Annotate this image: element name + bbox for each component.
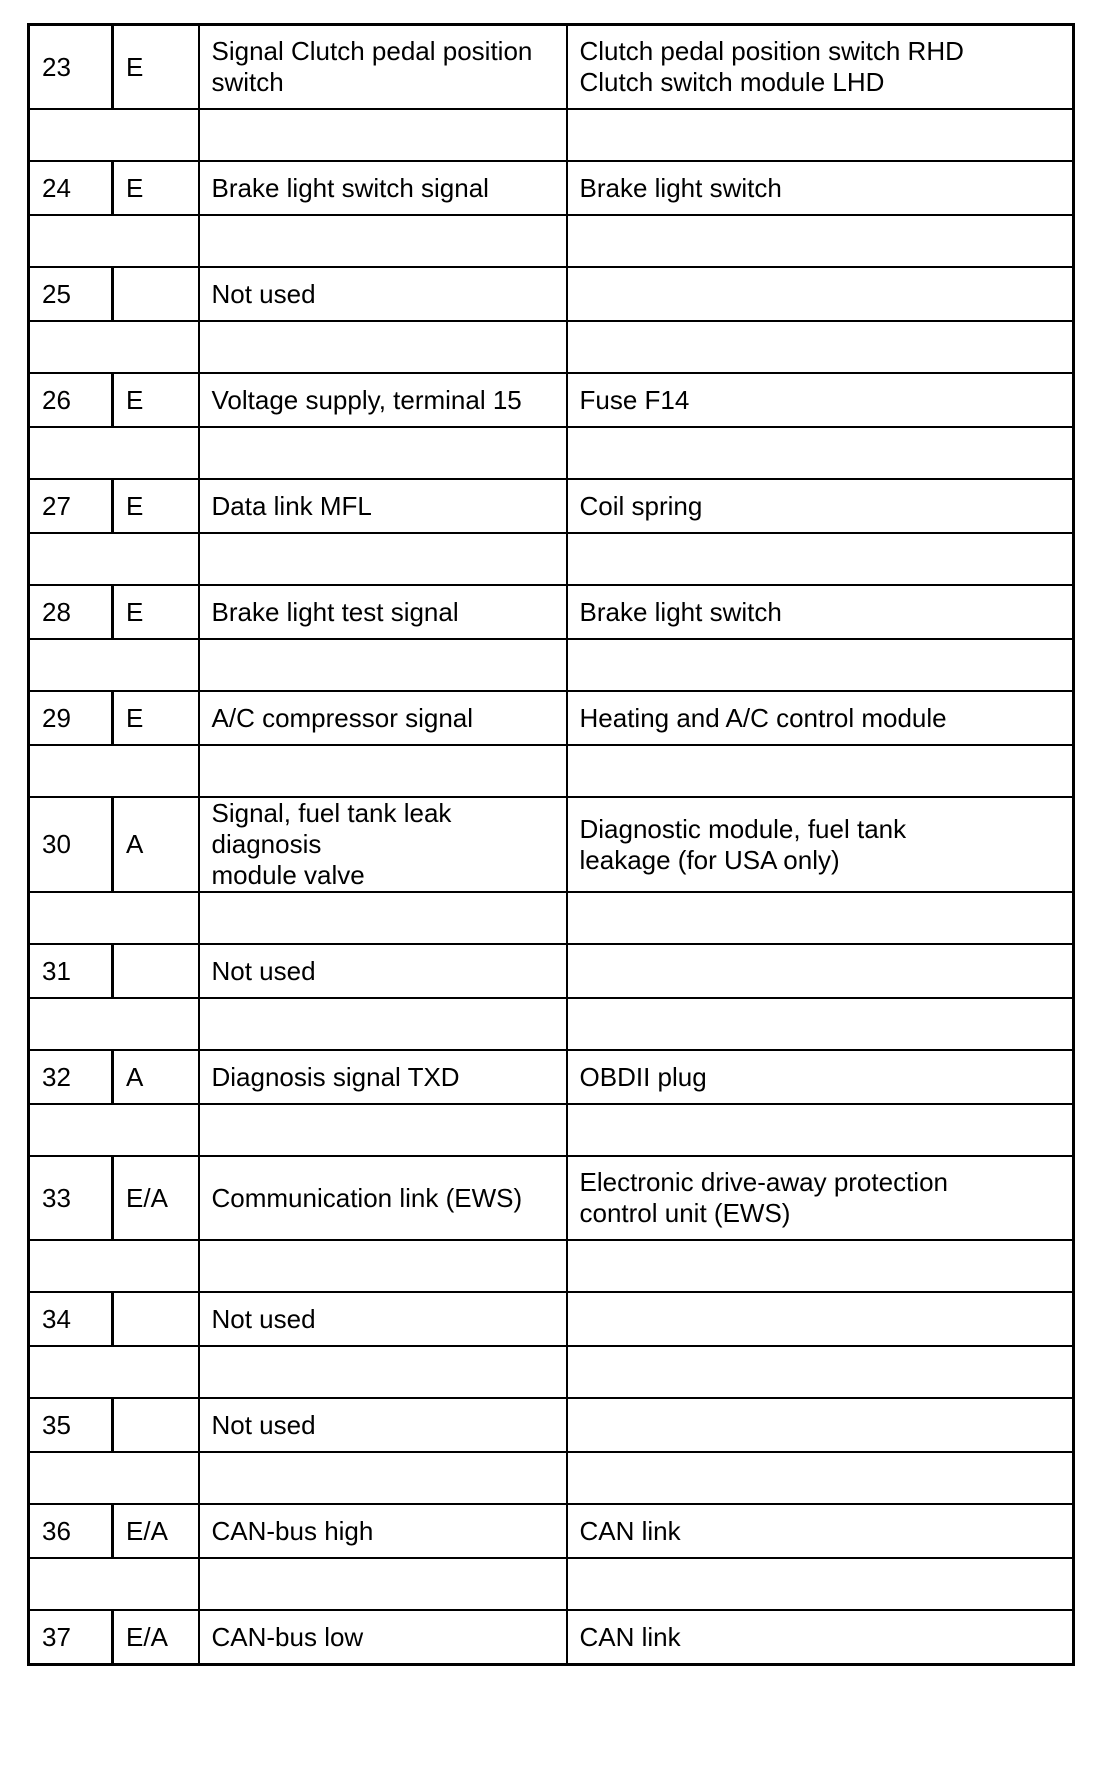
component-line: Heating and A/C control module: [579, 702, 947, 733]
table-row: [29, 1610, 1074, 1665]
signal-type-cell: E: [113, 25, 199, 110]
empty-cell: [29, 998, 199, 1050]
spacer-row: [29, 1104, 1074, 1156]
component-line: Clutch pedal position switch RHD: [579, 36, 964, 66]
spacer-row: [29, 109, 1074, 161]
empty-cell: [567, 1240, 1074, 1292]
description-cell: [199, 1292, 567, 1346]
pin-number-cell: 35: [29, 1398, 113, 1452]
description-line: Brake light test signal: [211, 596, 459, 627]
description-line: Not used: [211, 1409, 316, 1440]
description-line: CAN-bus high: [211, 1515, 374, 1546]
description-cell: [199, 1050, 567, 1104]
spacer-row: [29, 998, 1074, 1050]
component-line: Electronic drive-away protection: [579, 1167, 948, 1197]
empty-cell: [199, 109, 567, 161]
description-line: CAN-bus low: [211, 1621, 364, 1652]
pin-number-cell: 33: [29, 1156, 113, 1240]
spacer-row: [29, 1558, 1074, 1610]
signal-type-cell: E: [113, 691, 199, 745]
empty-cell: [199, 892, 567, 944]
empty-cell: [567, 892, 1074, 944]
component-line: control unit (EWS): [579, 1198, 791, 1228]
component-line: Diagnostic module, fuel tank: [579, 813, 907, 844]
table-row: [29, 1292, 1074, 1346]
description-line: Not used: [211, 955, 316, 986]
pin-assignment-table: [27, 23, 1075, 1666]
description-line: Signal Clutch pedal position: [211, 36, 533, 66]
empty-cell: [199, 321, 567, 373]
table-row: [29, 944, 1074, 998]
empty-cell: [29, 1104, 199, 1156]
pin-number-cell: 29: [29, 691, 113, 745]
signal-type-cell: E: [113, 585, 199, 639]
description-cell: [199, 1156, 567, 1240]
pin-number-cell: 34: [29, 1292, 113, 1346]
empty-cell: [567, 427, 1074, 479]
component-line: Brake light switch: [579, 596, 782, 627]
signal-type-cell: [113, 1398, 199, 1452]
table-row: [29, 1156, 1074, 1240]
description-cell: [199, 1610, 567, 1665]
spacer-row: [29, 1240, 1074, 1292]
spacer-row: [29, 1452, 1074, 1504]
description-line: Communication link (EWS): [211, 1182, 523, 1213]
empty-cell: [29, 109, 199, 161]
description-cell: [199, 1504, 567, 1558]
component-line: leakage (for USA only): [579, 844, 840, 875]
pin-number-cell: 37: [29, 1610, 113, 1665]
component-cell: [567, 161, 1074, 215]
empty-cell: [567, 321, 1074, 373]
signal-type-cell: [113, 944, 199, 998]
table-row: [29, 797, 1074, 892]
spacer-row: [29, 745, 1074, 797]
description-cell: [199, 585, 567, 639]
signal-type-cell: A: [113, 1050, 199, 1104]
spacer-row: [29, 427, 1074, 479]
empty-cell: [29, 321, 199, 373]
description-line: Signal, fuel tank leak diagnosis: [211, 798, 452, 859]
table-row: [29, 1504, 1074, 1558]
component-cell: [567, 25, 1074, 110]
empty-cell: [567, 998, 1074, 1050]
signal-type-cell: A: [113, 797, 199, 892]
spacer-row: [29, 321, 1074, 373]
signal-type-cell: E: [113, 373, 199, 427]
empty-cell: [29, 1240, 199, 1292]
signal-type-cell: E/A: [113, 1504, 199, 1558]
signal-type-cell: E: [113, 479, 199, 533]
description-line: Diagnosis signal TXD: [211, 1061, 460, 1092]
description-cell: [199, 479, 567, 533]
signal-type-cell: [113, 267, 199, 321]
component-cell: [567, 479, 1074, 533]
pin-number-cell: 30: [29, 797, 113, 892]
spacer-row: [29, 533, 1074, 585]
empty-cell: [199, 998, 567, 1050]
empty-cell: [29, 215, 199, 267]
empty-cell: [29, 1346, 199, 1398]
empty-cell: [29, 892, 199, 944]
component-cell: [567, 267, 1074, 321]
pin-number-cell: 32: [29, 1050, 113, 1104]
component-cell: [567, 1156, 1074, 1240]
table-row: [29, 479, 1074, 533]
description-line: Brake light switch signal: [211, 172, 489, 203]
table-row: [29, 1398, 1074, 1452]
table-row: [29, 161, 1074, 215]
empty-cell: [29, 533, 199, 585]
empty-cell: [567, 1104, 1074, 1156]
description-line: switch: [211, 67, 284, 97]
signal-type-cell: E/A: [113, 1610, 199, 1665]
empty-cell: [567, 745, 1074, 797]
table-row: [29, 691, 1074, 745]
empty-cell: [29, 1558, 199, 1610]
component-line: Clutch switch module LHD: [579, 67, 885, 97]
signal-type-cell: E: [113, 161, 199, 215]
table-row: [29, 25, 1074, 110]
empty-cell: [199, 1558, 567, 1610]
spacer-row: [29, 215, 1074, 267]
component-line: CAN link: [579, 1515, 681, 1546]
signal-type-cell: [113, 1292, 199, 1346]
component-line: Coil spring: [579, 490, 703, 521]
empty-cell: [199, 745, 567, 797]
empty-cell: [567, 639, 1074, 691]
empty-cell: [567, 1452, 1074, 1504]
spacer-row: [29, 892, 1074, 944]
pin-number-cell: 27: [29, 479, 113, 533]
component-line: Fuse F14: [579, 384, 690, 415]
pin-number-cell: 28: [29, 585, 113, 639]
component-cell: [567, 373, 1074, 427]
component-cell: [567, 944, 1074, 998]
component-cell: [567, 1504, 1074, 1558]
description-cell: [199, 691, 567, 745]
description-line: Not used: [211, 278, 316, 309]
pin-number-cell: 24: [29, 161, 113, 215]
empty-cell: [567, 1346, 1074, 1398]
empty-cell: [199, 1452, 567, 1504]
description-line: Voltage supply, terminal 15: [211, 384, 522, 415]
empty-cell: [567, 1558, 1074, 1610]
empty-cell: [29, 745, 199, 797]
description-cell: [199, 797, 567, 892]
component-line: CAN link: [579, 1621, 681, 1652]
table-row: [29, 1050, 1074, 1104]
pin-number-cell: 31: [29, 944, 113, 998]
empty-cell: [567, 215, 1074, 267]
description-line: module valve: [211, 860, 365, 890]
spacer-row: [29, 1346, 1074, 1398]
description-cell: [199, 161, 567, 215]
empty-cell: [199, 1104, 567, 1156]
signal-type-cell: E/A: [113, 1156, 199, 1240]
component-cell: [567, 585, 1074, 639]
component-cell: [567, 1610, 1074, 1665]
component-cell: [567, 797, 1074, 892]
spacer-row: [29, 639, 1074, 691]
description-line: Data link MFL: [211, 490, 372, 521]
empty-cell: [29, 427, 199, 479]
table-row: [29, 585, 1074, 639]
empty-cell: [29, 1452, 199, 1504]
component-cell: [567, 1398, 1074, 1452]
pin-number-cell: 36: [29, 1504, 113, 1558]
description-cell: [199, 25, 567, 110]
pin-number-cell: 25: [29, 267, 113, 321]
pin-number-cell: 23: [29, 25, 113, 110]
component-cell: [567, 691, 1074, 745]
table-row: [29, 267, 1074, 321]
description-cell: [199, 373, 567, 427]
pin-number-cell: 26: [29, 373, 113, 427]
component-cell: [567, 1292, 1074, 1346]
component-line: Brake light switch: [579, 172, 782, 203]
component-cell: [567, 1050, 1074, 1104]
empty-cell: [199, 427, 567, 479]
empty-cell: [199, 1346, 567, 1398]
description-line: A/C compressor signal: [211, 702, 474, 733]
table-body: [29, 25, 1074, 1665]
description-cell: [199, 944, 567, 998]
empty-cell: [199, 533, 567, 585]
description-cell: [199, 267, 567, 321]
empty-cell: [199, 1240, 567, 1292]
empty-cell: [199, 215, 567, 267]
empty-cell: [29, 639, 199, 691]
description-cell: [199, 1398, 567, 1452]
empty-cell: [199, 639, 567, 691]
table-row: [29, 373, 1074, 427]
description-line: Not used: [211, 1303, 316, 1334]
component-line: OBDII plug: [579, 1061, 707, 1092]
empty-cell: [567, 109, 1074, 161]
empty-cell: [567, 533, 1074, 585]
